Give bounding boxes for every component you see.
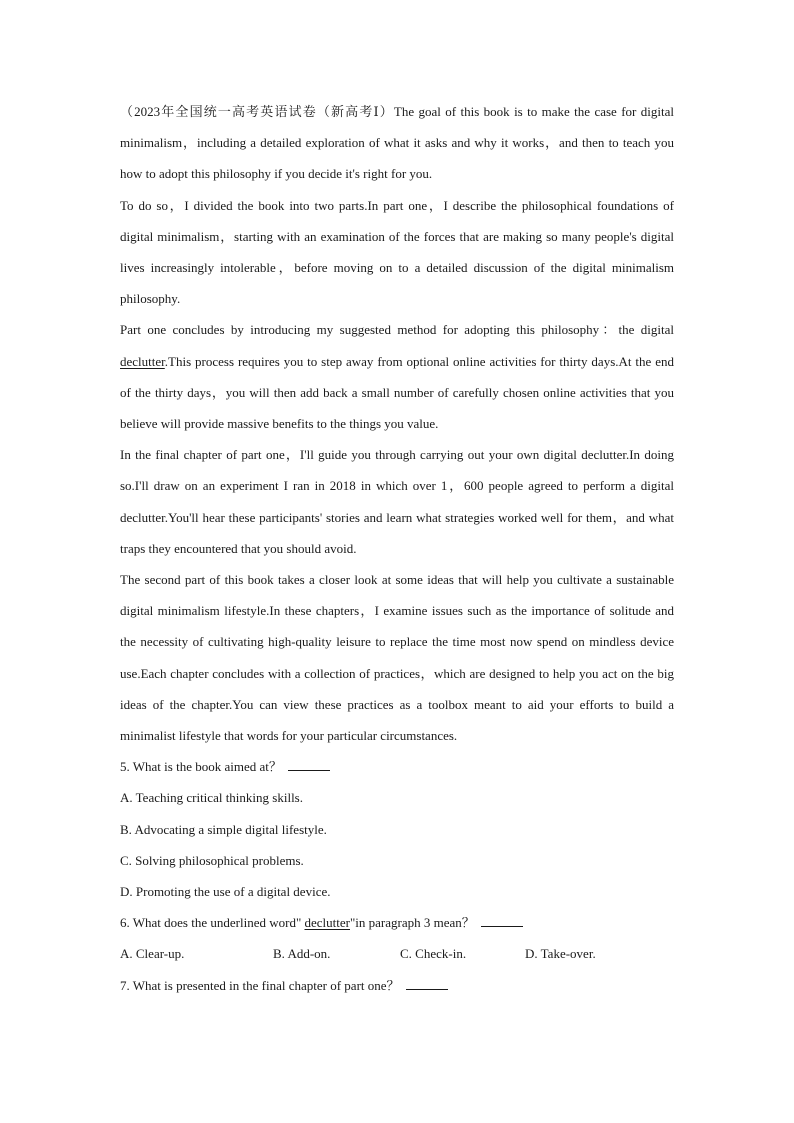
question-5 [120, 751, 674, 782]
question-6-option-d: D. Take-over. [525, 946, 596, 962]
question-6-underlined-word: declutter [304, 915, 350, 931]
question-5-stem: 5. What is the book aimed at？ [120, 759, 282, 775]
question-6-option-a: A. Clear-up. [120, 946, 185, 962]
question-5-option-c: C. Solving philosophical problems. [120, 852, 304, 868]
question-6-stem-end: "in paragraph 3 mean？ [349, 915, 475, 931]
question-7 [120, 970, 674, 1001]
answer-blank[interactable] [406, 977, 448, 990]
answer-blank[interactable] [481, 914, 523, 927]
paragraph-1: （2023年全国统一高考英语试卷（新高考Ⅰ）The goal of this book is to make the case for digital minimalism，including a detailed exploration of what it asks and why it works，and then to teach you how to adopt this philosophy if you decide it's right for you. [120, 104, 674, 182]
question-7-stem: 7. What is presented in the final chapter of part one？ [120, 977, 400, 993]
question-5-option-b: B. Advocating a simple digital lifestyle. [120, 821, 327, 837]
paragraph-3-start: Part one concludes by introducing my suggested method for adopting this philosophy：the digital [120, 322, 674, 338]
question-5-option-d: D. Promoting the use of a digital device. [120, 884, 331, 900]
reading-passage [120, 96, 674, 1001]
question-6-option-c: C. Check-in. [400, 946, 467, 962]
paragraph-5: The second part of this book takes a closer look at some ideas that will help you cultivate a sustainable digital minimalism lifestyle.In these chapters，I examine issues such as the importance of solitude and the necessity of cultivating high-quality leisure to replace the time most now spend on mindless device use.Each chapter concludes with a collection of practices，which are designed to help you act on the big ideas of the chapter.You can view these practices as a toolbox meant to aid your efforts to build a minimalist lifestyle that words for your particular circumstances. [120, 572, 674, 744]
underlined-word: declutter [120, 353, 165, 369]
question-5-option-a: A. Teaching critical thinking skills. [120, 790, 303, 806]
question-6-stem-start: 6. What does the underlined word" [120, 915, 305, 931]
paragraph-3 [120, 314, 674, 439]
question-6-options [120, 938, 674, 969]
question-6 [120, 907, 674, 938]
paragraph-2: To do so，I divided the book into two parts.In part one，I describe the philosophical foundations of digital minimalism，starting with an examination of the forces that are making so many people's digital lives increasingly intolerable，before moving on to a detailed discussion of the digital minimalism philosophy. [120, 197, 674, 307]
paragraph-3-end: .This process requires you to step away from optional online activities for thirty days.At the end of the thirty days，you will then add back a small number of carefully chosen online activities that you believe will provide massive benefits to the things you value. [120, 353, 674, 432]
paragraph-4: In the final chapter of part one，I'll guide you through carrying out your own digital declutter.In doing so.I'll draw on an experiment I ran in 2018 in which over 1，600 people agreed to perform a digital declutter.You'll hear these participants' stories and learn what strategies worked well for them，and what traps they encountered that you should avoid. [120, 447, 674, 556]
answer-blank[interactable] [288, 758, 330, 771]
question-6-option-b: B. Add-on. [273, 946, 331, 962]
